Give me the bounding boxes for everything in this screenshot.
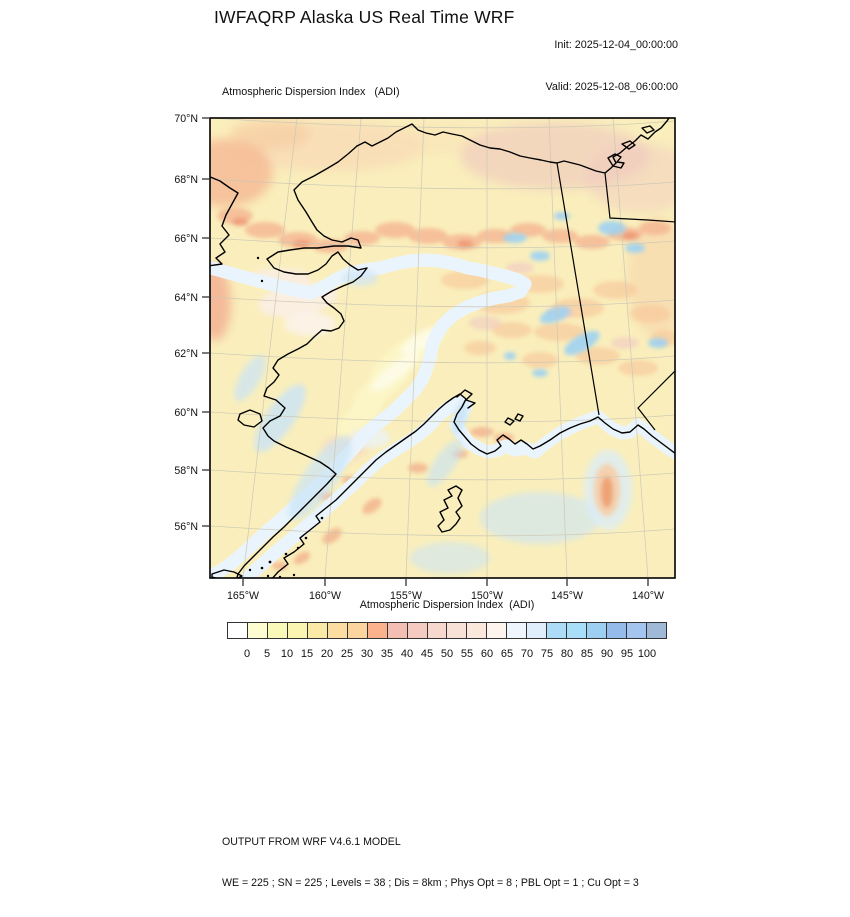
colorbar-cell xyxy=(428,623,448,638)
colorbar-tick-label: 65 xyxy=(500,648,514,660)
colorbar-cell xyxy=(228,623,248,638)
colorbar-cell xyxy=(368,623,388,638)
colorbar-cell xyxy=(527,623,547,638)
svg-text:165°W: 165°W xyxy=(227,590,259,602)
colorbar-tick-label: 70 xyxy=(520,648,534,660)
init-time-label: Init: 2025-12-04_00:00:00 xyxy=(554,39,678,51)
colorbar-tick-label: 40 xyxy=(400,648,414,660)
colorbar-tick-label: 55 xyxy=(460,648,474,660)
colorbar-tick-label: 5 xyxy=(263,648,271,660)
colorbar-cell xyxy=(627,623,647,638)
valid-time-label: Valid: 2025-12-08_06:00:00 xyxy=(545,81,678,93)
colorbar-tick-label: 45 xyxy=(420,648,434,660)
svg-text:58°N: 58°N xyxy=(174,465,198,477)
colorbar-cell xyxy=(467,623,487,638)
offshore-eddy xyxy=(594,464,620,516)
colorbar-tick-labels xyxy=(227,648,667,662)
svg-text:140°W: 140°W xyxy=(632,590,664,602)
colorbar-label: Atmospheric Dispersion Index (ADI) xyxy=(359,599,535,611)
colorbar-cell xyxy=(408,623,428,638)
colorbar-tick-label: 15 xyxy=(300,648,314,660)
colorbar-cell xyxy=(328,623,348,638)
map-canvas xyxy=(165,110,690,602)
colorbar-cell xyxy=(507,623,527,638)
svg-text:56°N: 56°N xyxy=(174,521,198,533)
svg-text:60°N: 60°N xyxy=(174,407,198,419)
colorbar-cell xyxy=(567,623,587,638)
model-info-block xyxy=(222,809,639,917)
colorbar-tick-label: 85 xyxy=(580,648,594,660)
svg-text:160°W: 160°W xyxy=(309,590,341,602)
lat-tick-labels xyxy=(174,113,198,533)
colorbar-cell xyxy=(268,623,288,638)
colorbar-cell xyxy=(308,623,328,638)
svg-text:66°N: 66°N xyxy=(174,233,198,245)
colorbar-tick-label: 20 xyxy=(320,648,334,660)
svg-text:64°N: 64°N xyxy=(174,292,198,304)
colorbar-tick-label: 60 xyxy=(480,648,494,660)
colorbar-cell xyxy=(288,623,308,638)
svg-text:150°W: 150°W xyxy=(471,590,503,602)
svg-text:70°N: 70°N xyxy=(174,113,198,125)
colorbar-cell xyxy=(447,623,467,638)
plot-title: IWFAQRP Alaska US Real Time WRF xyxy=(214,7,515,27)
colorbar-tick-label: 30 xyxy=(360,648,374,660)
colorbar-cells xyxy=(227,622,667,639)
model-info-line2: WE = 225 ; SN = 225 ; Levels = 38 ; Dis = 8km ; Phys Opt = 8 ; PBL Opt = 1 ; Cu Opt = 3 xyxy=(222,876,639,889)
lon-ticks xyxy=(243,579,648,586)
colorbar-tick-label: 95 xyxy=(620,648,634,660)
colorbar-cell xyxy=(607,623,627,638)
colorbar-cell xyxy=(248,623,268,638)
colorbar-tick-label: 100 xyxy=(637,648,657,660)
colorbar-cell xyxy=(647,623,666,638)
colorbar-tick-label: 80 xyxy=(560,648,574,660)
colorbar-tick-label: 75 xyxy=(540,648,554,660)
colorbar-tick-label: 35 xyxy=(380,648,394,660)
map-field-title: Atmospheric Dispersion Index (ADI) xyxy=(222,86,400,98)
colorbar-tick-label: 0 xyxy=(243,648,251,660)
svg-text:68°N: 68°N xyxy=(174,174,198,186)
colorbar-cell xyxy=(487,623,507,638)
colorbar-cell xyxy=(547,623,567,638)
svg-text:62°N: 62°N xyxy=(174,348,198,360)
svg-text:145°W: 145°W xyxy=(551,590,583,602)
svg-text:155°W: 155°W xyxy=(390,590,422,602)
lat-ticks xyxy=(202,118,209,526)
colorbar-tick-label: 10 xyxy=(280,648,294,660)
colorbar-cell xyxy=(587,623,607,638)
colorbar-tick-label: 50 xyxy=(440,648,454,660)
run-time-block xyxy=(500,10,678,122)
colorbar-cell xyxy=(388,623,408,638)
colorbar-tick-label: 90 xyxy=(600,648,614,660)
model-info-line1: OUTPUT FROM WRF V4.6.1 MODEL xyxy=(222,836,401,848)
colorbar-tick-label: 25 xyxy=(340,648,354,660)
colorbar-cell xyxy=(348,623,368,638)
